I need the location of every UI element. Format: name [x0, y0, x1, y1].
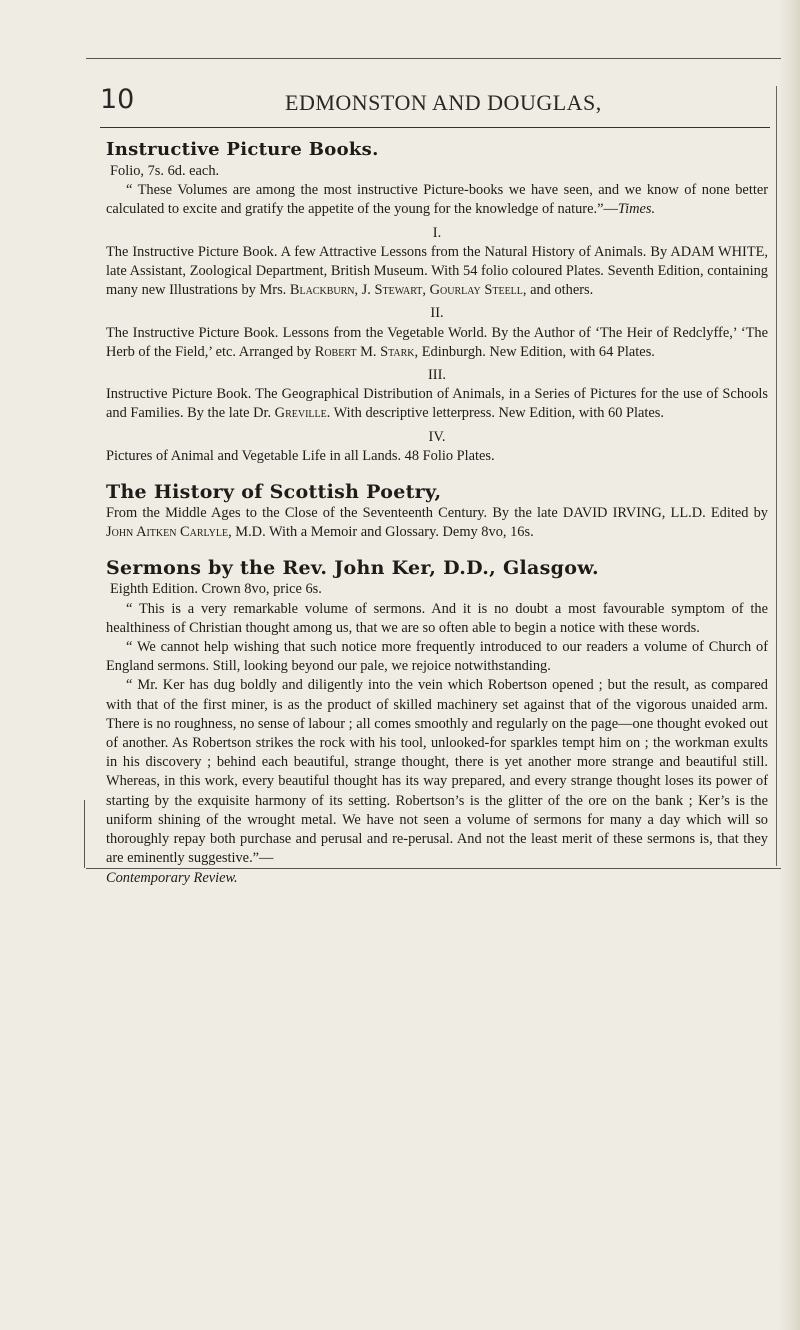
item-number: II. [430, 305, 444, 322]
entry-smallcaps: John Aitken Carlyle, [106, 524, 232, 541]
quote-source: Times. [617, 201, 656, 218]
book-entry [106, 447, 768, 466]
page-body [106, 138, 768, 888]
page-edge-shadow [778, 0, 800, 1330]
page-header [100, 84, 770, 124]
edition-line: Eighth Edition. Crown 8vo, price 6s. [110, 581, 322, 598]
entry-text-end: With descriptive letterpress. New Edition, with 60 Plates. [330, 405, 665, 422]
entry-smallcaps: Blackburn, J. Stewart, Gourlay Steell, [289, 282, 527, 299]
left-rule [84, 800, 85, 868]
section-sermons [106, 556, 768, 887]
book-entry [106, 385, 768, 423]
entry-text: From the Middle Ages to the Close of the Seventeenth Century. By the late DAVID IRVING, LL.D. Edited by [106, 505, 768, 522]
entry-smallcaps: Greville. [274, 405, 331, 422]
entry-text: Pictures of Animal and Vegetable Life in all Lands. 48 Folio Plates. [106, 447, 495, 464]
item-number: IV. [428, 428, 446, 445]
entry-text-end: and others. [526, 282, 594, 299]
entry-text: The Instructive Picture Book. Lessons from the Vegetable World. By the Author of ‘The Heir of Redclyffe,’ ‘The Herb of the Field,’ etc. Arranged by [106, 324, 768, 360]
header-rule [100, 127, 770, 128]
section-title: Instructive Picture Books. [106, 139, 379, 160]
entry-smallcaps: Robert M. Stark, [314, 343, 419, 360]
section-scottish-poetry [106, 480, 768, 542]
top-rule [86, 58, 781, 59]
book-entry [106, 324, 768, 362]
review-paragraph: “ Mr. Ker has dug boldly and diligently into the vein which Robertson opened ; but the result, as compared with that of the first miner, is as the product of skilled machinery set against that of the vigorous unaided arm. There is no roughness, no sense of labour ; all comes smoothly and regularly on the page—one thought evoked out of another. As Robertson strikes the rock with his tool, unlooked-for sparkles tempt him on ; the workman exults in his discovery ; behind each beautiful, strange thought, there is yet another more strange and beautiful still. Whereas, in this work, every beautiful thought has its way prepared, and every strange thought loses its power of starting by the exquisite harmony of its setting. Robertson’s is the glitter of the ore on the bank ; Ker’s is the uniform shining of the wrought metal. We have not seen a volume of sermons for many a day which will so thoroughly repay both purchase and perusal and re-perusal. And not the least merit of these sermons is, that they are eminently suggestive.”— [106, 677, 768, 867]
running-head: EDMONSTON AND DOUGLAS, [285, 90, 602, 115]
entry-text: The Instructive Picture Book. A few Attractive Lessons from the Natural History of Animals. By ADAM WHITE, late Assistant, Zoological Department, British Museum. With 54 folio coloured Plates. Seventh Edition, containing many new Illustrations by Mrs. [106, 243, 768, 299]
price-line: Folio, 7s. 6d. each. [110, 163, 220, 179]
section-title: The History of Scottish Poetry, [106, 481, 442, 504]
book-entry [106, 504, 768, 542]
item-number: III. [428, 367, 446, 384]
review-paragraph: “ We cannot help wishing that such notice more frequently introduced to our readers a volume of Church of England sermons. Still, looking beyond our pale, we rejoice notwithstanding. [106, 639, 768, 675]
item-number: I. [432, 224, 442, 241]
entry-text-end: Edinburgh. New Edition, with 64 Plates. [418, 343, 655, 360]
right-rule [776, 86, 777, 866]
quote-text: “ These Volumes are among the most instructive Picture-books we have seen, and we know of none better calculated to excite and gratify the appetite of the young for the knowledge of nature.”— [106, 182, 768, 218]
entry-text: Instructive Picture Book. The Geographical Distribution of Animals, in a Series of Pictures for the use of Schools and Families. By the late Dr. [106, 386, 768, 422]
section-title: Sermons by the Rev. John Ker, D.D., Glasgow. [106, 557, 599, 580]
page-number: 10 [100, 84, 135, 115]
section-picture-books [106, 138, 768, 466]
entry-text-end: M.D. With a Memoir and Glossary. Demy 8vo, 16s. [231, 524, 534, 541]
book-entry [106, 243, 768, 301]
review-quote [106, 181, 768, 219]
review-paragraph: “ This is a very remarkable volume of sermons. And it is no doubt a most favourable symptom of the healthiness of Christian thought among us, that we are so often able to begin a notice with these words. [106, 600, 768, 636]
review-source: Contemporary Review. [106, 869, 238, 886]
